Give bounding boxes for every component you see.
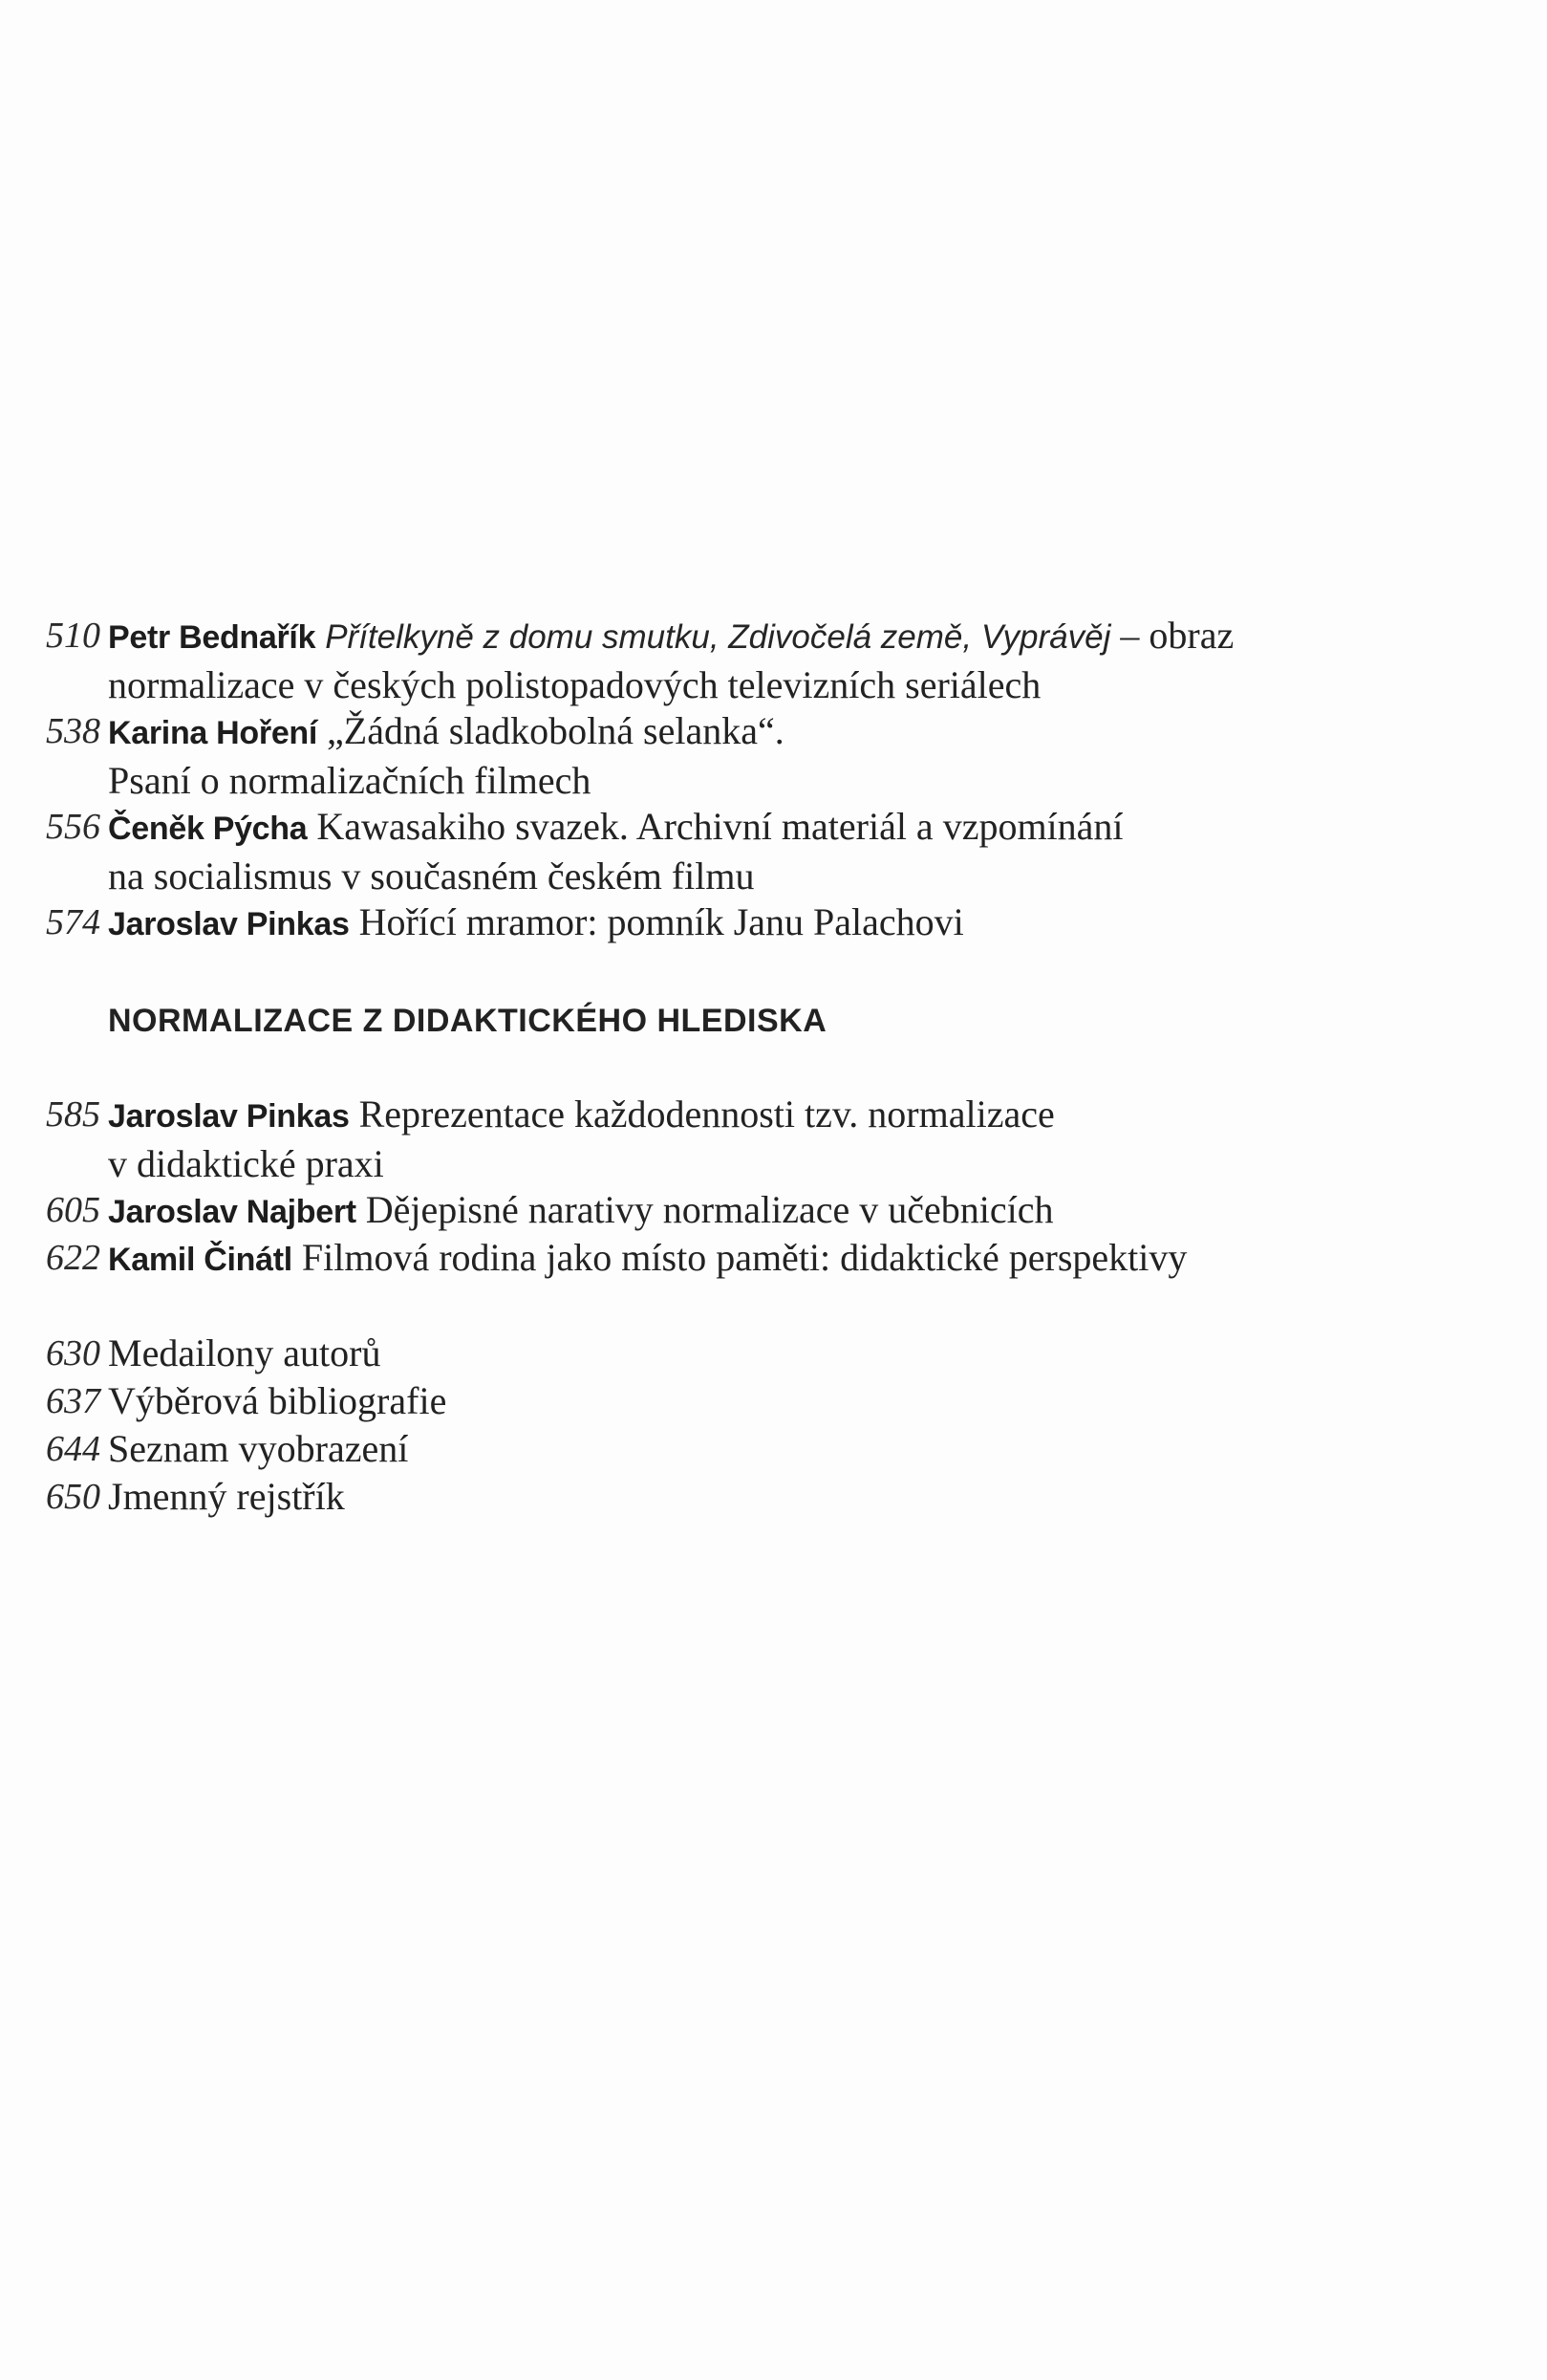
entry-title-continuation: Psaní o normalizačních filmech: [108, 759, 591, 802]
author-name: Jaroslav Najbert: [108, 1194, 356, 1230]
author-name: Čeněk Pýcha: [108, 811, 308, 847]
entry-text: [108, 803, 1350, 900]
author-name: Petr Bednařík: [108, 619, 316, 656]
page-number: 630: [46, 1333, 100, 1374]
entry-title: „Žádná sladkobolná selanka“.: [327, 709, 784, 752]
entry-text: [108, 898, 1350, 948]
entry-text: [108, 707, 1350, 805]
entry-text: [108, 612, 1350, 709]
entry-text: [108, 1234, 1350, 1284]
page-number: 622: [46, 1238, 100, 1278]
author-name: Jaroslav Pinkas: [108, 1098, 350, 1135]
entry-title: Reprezentace každodennosti tzv. normalizace: [358, 1093, 1055, 1136]
page-number: 510: [46, 616, 100, 656]
author-name: Kamil Činátl: [108, 1242, 292, 1278]
entry-title: Kawasakiho svazek. Archivní materiál a vzpomínání: [316, 805, 1124, 848]
page-number: 644: [46, 1429, 100, 1469]
entry-title: Hořící mramor: pomník Janu Palachovi: [358, 900, 964, 943]
page-number: 574: [46, 902, 100, 942]
appendix-label: Medailony autorů: [108, 1331, 381, 1374]
entry-title-continuation: normalizace v českých polistopadových televizních seriálech: [108, 663, 1042, 706]
entry-title-continuation: v didaktické praxi: [108, 1142, 384, 1185]
appendix-label: Výběrová bibliografie: [108, 1379, 447, 1422]
page-number: 650: [46, 1477, 100, 1517]
section-heading: NORMALIZACE Z DIDAKTICKÉHO HLEDISKA: [108, 1003, 827, 1039]
page-number: 637: [46, 1381, 100, 1421]
entry-title: – obraz: [1110, 614, 1235, 657]
appendix-label: Jmenný rejstřík: [108, 1475, 345, 1518]
entry-title-continuation: na socialismus v současném českém filmu: [108, 855, 755, 898]
entry-title-italic: Přítelkyně z domu smutku, Zdivočelá země, Vyprávěj: [325, 618, 1111, 656]
author-name: Karina Hoření: [108, 715, 318, 751]
appendix-label: Seznam vyobrazení: [108, 1427, 409, 1470]
page-number: 605: [46, 1190, 100, 1230]
entry-text: [108, 1091, 1350, 1188]
entry-text: [108, 1186, 1350, 1236]
entry-title: Filmová rodina jako místo paměti: didaktické perspektivy: [301, 1236, 1188, 1279]
entry-title: Dějepisné narativy normalizace v učebnicích: [365, 1188, 1054, 1231]
page-number: 538: [46, 711, 100, 751]
page-number: 585: [46, 1094, 100, 1135]
page-number: 556: [46, 807, 100, 847]
author-name: Jaroslav Pinkas: [108, 906, 350, 942]
